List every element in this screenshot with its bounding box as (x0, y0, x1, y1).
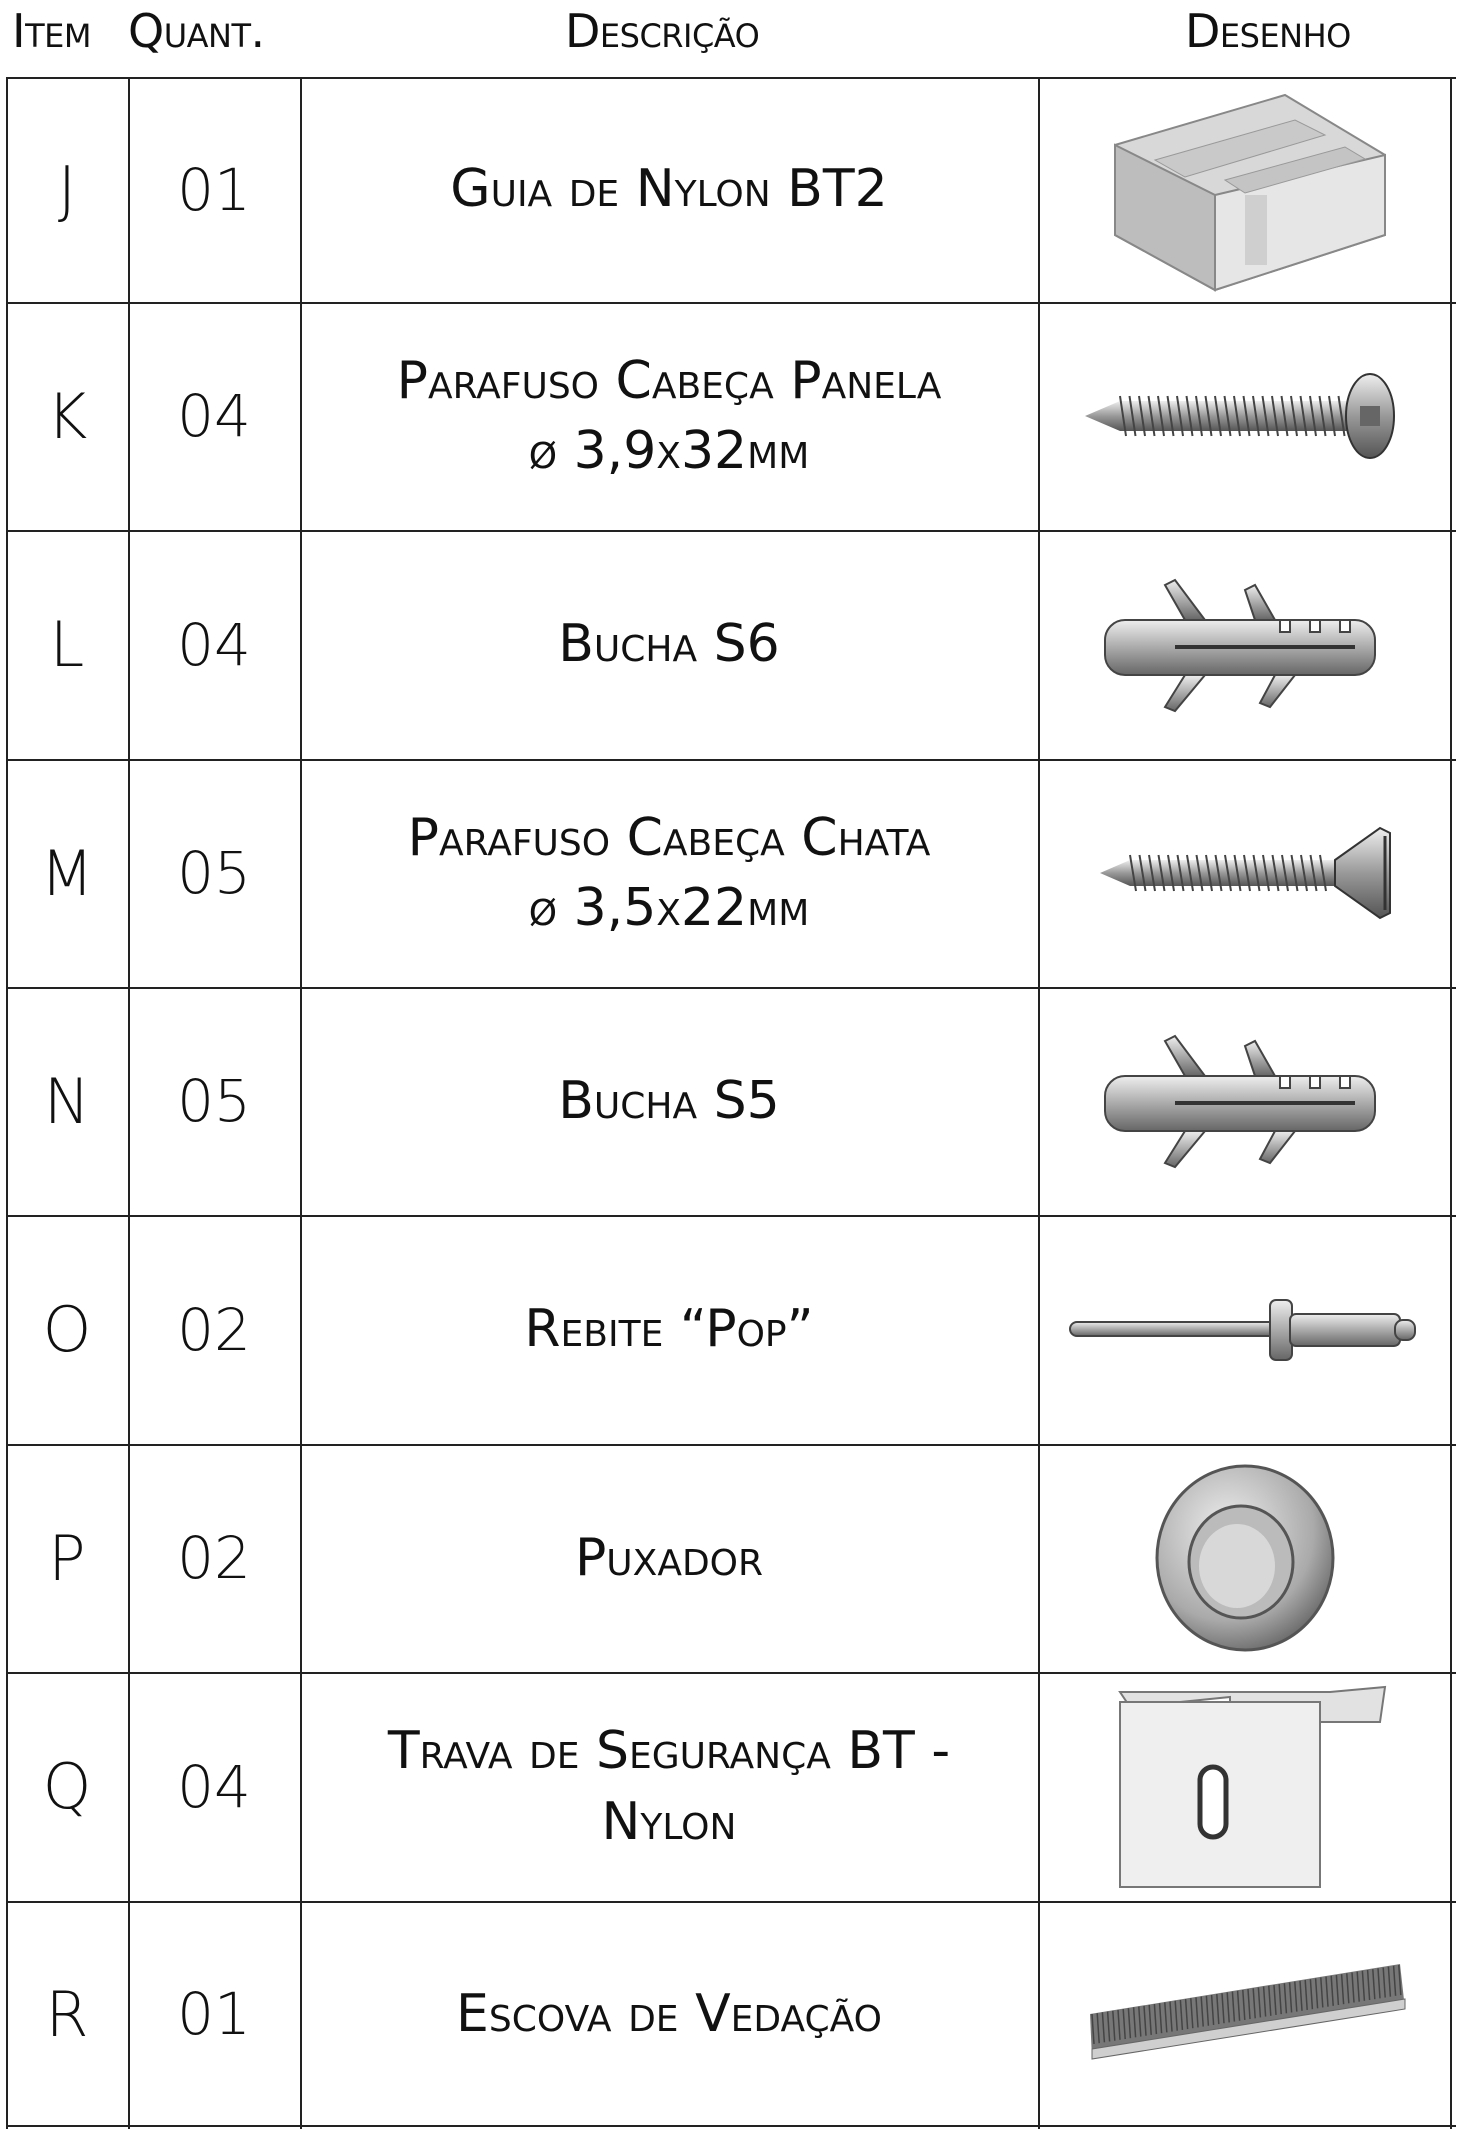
description-line-1: Trava de Segurança BT - (387, 1721, 951, 1782)
description-line-1: Rebite “Pop” (524, 1299, 814, 1360)
pop-rivet-icon (1065, 1290, 1425, 1370)
description-line-1: Parafuso Cabeça Chata (407, 807, 931, 868)
quantity-value: 01 (177, 1980, 251, 2048)
header-item: Item (12, 4, 91, 58)
item-letter: N (43, 1064, 91, 1138)
quantity-cell (128, 759, 300, 987)
quantity-cell (128, 1215, 300, 1444)
drawing-cell (1038, 987, 1452, 1215)
item-cell (6, 302, 128, 530)
description-cell (300, 530, 1038, 759)
item-letter: O (42, 1293, 92, 1366)
description-text (397, 346, 942, 486)
description-line-1: Escova de Vedação (456, 1983, 882, 2044)
description-text (450, 154, 887, 224)
drawing-cell (1038, 1672, 1452, 1901)
description-cell (300, 1901, 1038, 2127)
quantity-cell (128, 1901, 300, 2127)
item-cell (6, 530, 128, 759)
quantity-value: 01 (177, 155, 251, 224)
description-text (575, 1523, 763, 1593)
quantity-cell (128, 302, 300, 530)
item-cell (6, 1215, 128, 1444)
description-line-2: Nylon (601, 1791, 737, 1852)
description-text (408, 803, 931, 943)
drawing-cell (1038, 759, 1452, 987)
description-text (456, 1979, 882, 2049)
nylon-guide-icon (1095, 85, 1395, 295)
round-handle-icon (1145, 1458, 1345, 1658)
item-letter: R (45, 1977, 89, 2051)
description-cell (300, 302, 1038, 530)
item-letter: P (48, 1521, 86, 1595)
quantity-value: 04 (177, 610, 251, 679)
item-letter: Q (42, 1750, 92, 1823)
sealing-brush-icon (1080, 1954, 1410, 2074)
description-line-1: Guia de Nylon BT2 (450, 159, 888, 220)
item-letter: J (57, 153, 77, 226)
item-letter: K (46, 379, 88, 453)
quantity-cell (128, 987, 300, 1215)
quantity-value: 05 (177, 839, 251, 907)
wall-plug-icon (1095, 1031, 1395, 1171)
flat-head-screw-icon (1095, 818, 1395, 928)
item-cell (6, 1901, 128, 2127)
quantity-value: 02 (177, 1524, 251, 1592)
quantity-value: 04 (177, 1752, 251, 1821)
drawing-cell (1038, 302, 1452, 530)
description-text (558, 1066, 779, 1136)
item-cell (6, 77, 128, 302)
description-line-2: ø 3,5x22mm (528, 878, 810, 938)
quantity-value: 05 (177, 1067, 251, 1135)
item-cell (6, 759, 128, 987)
drawing-cell (1038, 1215, 1452, 1444)
table-header (0, 0, 1458, 70)
quantity-cell (128, 1672, 300, 1901)
description-line-1: Bucha S5 (558, 1070, 780, 1131)
description-cell (300, 77, 1038, 302)
description-cell (300, 759, 1038, 987)
quantity-value: 02 (177, 1295, 251, 1364)
description-line-1: Parafuso Cabeça Panela (396, 350, 942, 411)
item-cell (6, 987, 128, 1215)
item-letter: M (40, 836, 94, 910)
item-letter: L (49, 608, 85, 681)
drawing-cell (1038, 1444, 1452, 1672)
safety-lock-icon (1100, 1682, 1390, 1892)
description-line-1: Puxador (574, 1527, 764, 1588)
drawing-cell (1038, 1901, 1452, 2127)
quantity-cell (128, 77, 300, 302)
description-cell (300, 987, 1038, 1215)
description-line-1: Bucha S6 (558, 614, 780, 675)
description-text (388, 1716, 950, 1856)
description-cell (300, 1215, 1038, 1444)
drawing-cell (1038, 530, 1452, 759)
item-cell (6, 1672, 128, 1901)
parts-table (6, 77, 1456, 2129)
wall-plug-icon (1095, 575, 1395, 715)
quantity-cell (128, 1444, 300, 1672)
description-cell (300, 1444, 1038, 1672)
description-cell (300, 1672, 1038, 1901)
description-line-2: ø 3,9x32mm (528, 421, 810, 481)
header-drawing: Desenho (1185, 4, 1351, 58)
drawing-cell (1038, 77, 1452, 302)
header-description: Descrição (565, 4, 760, 58)
quantity-cell (128, 530, 300, 759)
description-text (558, 609, 779, 679)
header-quant: Quant. (128, 4, 265, 58)
pan-head-screw-icon (1080, 356, 1410, 476)
item-cell (6, 1444, 128, 1672)
description-text (524, 1294, 813, 1364)
quantity-value: 04 (177, 382, 251, 450)
